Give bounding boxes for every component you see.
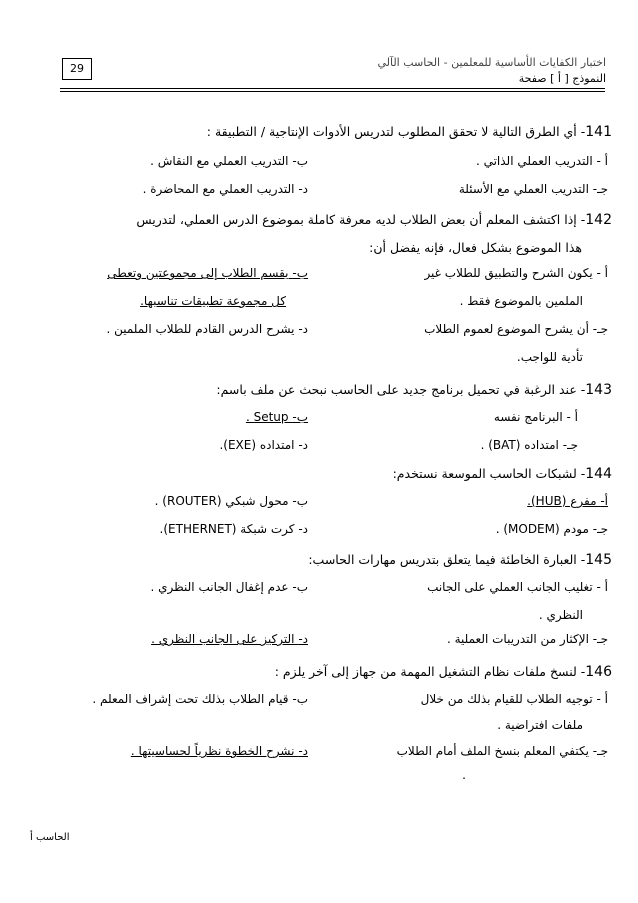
question-number: 146	[585, 664, 612, 680]
option-c[interactable]	[481, 438, 578, 452]
option-text: نشرح الخطوة نظرياً لحساسيتها .	[130, 744, 295, 758]
option-letter: د-	[298, 522, 308, 536]
option-letter: ب-	[292, 580, 308, 594]
option-text: تغليب الجانب العملي على الجانب	[427, 580, 593, 594]
option-letter: أ -	[596, 154, 608, 168]
question-142	[136, 212, 612, 228]
option-text: التركيز على الجانب النظري .	[151, 632, 295, 646]
option-d[interactable]	[151, 632, 308, 646]
option-letter: د-	[298, 438, 308, 452]
option-c[interactable]	[397, 744, 608, 758]
question-text: - عند الرغبة في تحميل برنامج جديد على الحاسب نبحث عن ملف باسم:	[216, 382, 586, 397]
option-text: Setup .	[245, 410, 289, 424]
option-a[interactable]	[476, 154, 608, 168]
option-b[interactable]	[155, 494, 308, 508]
option-c[interactable]	[459, 182, 608, 196]
option-text: أن يشرح الموضوع لعموم الطلاب	[424, 322, 589, 336]
option-text: البرنامج نفسه	[493, 410, 563, 424]
option-letter: جـ-	[592, 522, 608, 536]
option-text: الإكثار من التدريبات العملية .	[446, 632, 589, 646]
question-text: - لشبكات الحاسب الموسعة نستخدم:	[392, 466, 586, 481]
option-letter: د-	[298, 632, 308, 646]
question-number: 144	[585, 466, 612, 482]
option-text: التدريب العملي الذاتي .	[475, 154, 593, 168]
question-141	[207, 124, 612, 140]
option-c-cont: .	[462, 768, 466, 782]
option-letter: أ-	[600, 494, 608, 508]
question-144	[393, 466, 612, 482]
option-a[interactable]	[527, 494, 608, 508]
option-letter: جـ-	[562, 438, 578, 452]
option-letter: جـ-	[592, 744, 608, 758]
option-letter: د-	[298, 182, 308, 196]
option-a[interactable]	[424, 266, 608, 280]
option-text: كرت شبكة (ETHERNET).	[159, 522, 295, 536]
option-letter: أ -	[566, 410, 578, 424]
question-number: 145	[585, 552, 612, 568]
option-text: التدريب العملي مع الأسئلة	[458, 182, 589, 196]
question-number: 143	[585, 382, 612, 398]
question-146	[275, 664, 612, 680]
option-letter: ب-	[292, 410, 308, 424]
option-a-cont: ملفات افتراضية .	[497, 718, 583, 732]
option-text: قيام الطلاب بذلك تحت إشراف المعلم .	[92, 692, 289, 706]
option-text: امتداده (EXE).	[219, 438, 295, 452]
option-d[interactable]	[160, 522, 308, 536]
option-b-cont: كل مجموعة تطبيقات تناسبها.	[140, 294, 286, 308]
option-letter: ب-	[292, 154, 308, 168]
option-b[interactable]	[107, 266, 308, 280]
option-c[interactable]	[424, 322, 608, 336]
option-b[interactable]	[246, 410, 308, 424]
option-letter: د-	[298, 322, 308, 336]
option-letter: ب-	[292, 266, 308, 280]
question-number: 141	[585, 124, 612, 140]
option-b[interactable]	[150, 154, 308, 168]
option-text: التدريب العملي مع المحاضرة .	[142, 182, 295, 196]
option-d[interactable]	[143, 182, 308, 196]
header-subtitle: النموذج [ أ ] صفحة	[518, 72, 606, 85]
option-text: امتداده (BAT) .	[480, 438, 559, 452]
page-number: 29	[62, 58, 92, 80]
option-a-cont: الملمين بالموضوع فقط .	[459, 294, 583, 308]
option-text: يقسم الطلاب إلى مجموعتين وتعطى	[107, 266, 289, 280]
option-letter: أ -	[596, 580, 608, 594]
option-letter: ب-	[292, 692, 308, 706]
question-number: 142	[585, 212, 612, 228]
option-a-cont: النظري .	[538, 608, 583, 622]
option-text: يكون الشرح والتطبيق للطلاب غير	[424, 266, 593, 280]
question-143	[216, 382, 612, 398]
header-title: اختبار الكفايات الأساسية للمعلمين - الحاسب الآلي	[377, 56, 606, 69]
option-letter: جـ-	[592, 182, 608, 196]
header-rule	[60, 88, 605, 89]
option-text: التدريب العملي مع النقاش .	[150, 154, 289, 168]
question-text: - العبارة الخاطئة فيما يتعلق بتدريس مهارات الحاسب:	[308, 552, 586, 567]
page-footer: الحاسب أ	[30, 832, 70, 843]
option-text: يشرح الدرس القادم للطلاب الملمين .	[106, 322, 295, 336]
option-letter: أ -	[596, 266, 608, 280]
option-d[interactable]	[131, 744, 308, 758]
option-a[interactable]	[421, 692, 608, 706]
option-letter: جـ-	[592, 322, 608, 336]
option-text: مودم (MODEM) .	[495, 522, 589, 536]
question-text: - لنسخ ملفات نظام التشغيل المهمة من جهاز إلى آخر يلزم :	[274, 664, 586, 679]
option-b[interactable]	[92, 692, 308, 706]
option-a[interactable]	[427, 580, 608, 594]
option-d[interactable]	[106, 322, 308, 336]
option-c[interactable]	[496, 522, 608, 536]
option-text: يكتفي المعلم بنسخ الملف أمام الطلاب	[396, 744, 589, 758]
option-letter: ب-	[292, 494, 308, 508]
option-letter: أ -	[596, 692, 608, 706]
option-text: عدم إغفال الجانب النظري .	[150, 580, 289, 594]
option-c-cont: تأدية للواجب.	[516, 350, 583, 364]
option-d[interactable]	[219, 438, 308, 452]
option-letter: د-	[298, 744, 308, 758]
header-rule-2	[60, 91, 605, 92]
option-text: مفرع (HUB).	[527, 494, 597, 508]
option-letter: جـ-	[592, 632, 608, 646]
question-text: - أي الطرق التالية لا تحقق المطلوب لتدريس الأدوات الإنتاجية / التطبيقة :	[206, 124, 586, 139]
question-text: - إذا اكتشف المعلم أن بعض الطلاب لديه معرفة كاملة بموضوع الدرس العملي، لتدريس	[136, 212, 586, 227]
question-145	[308, 552, 612, 568]
option-text: محول شبكي (ROUTER) .	[154, 494, 289, 508]
question-142-cont: هذا الموضوع بشكل فعال، فإنه يفضل أن:	[369, 240, 582, 255]
option-b[interactable]	[151, 580, 308, 594]
option-c[interactable]	[447, 632, 608, 646]
option-text: توجيه الطلاب للقيام بذلك من خلال	[420, 692, 593, 706]
option-a[interactable]	[494, 410, 578, 424]
